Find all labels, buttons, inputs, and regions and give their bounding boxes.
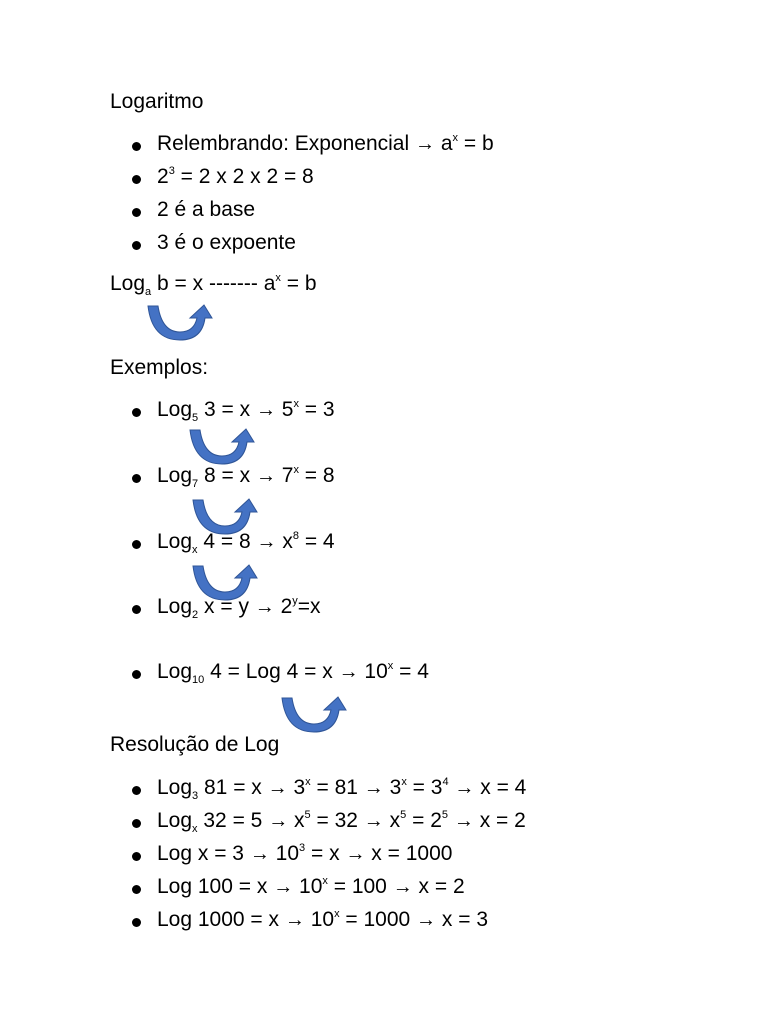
example-item: Log$_{10}$ 4 = Log $4 = x \to 10^x = 4$ bbox=[157, 660, 429, 687]
log-definition: Log$_a$ b = x ------- $a^x = b$ bbox=[110, 272, 317, 299]
right-arrow-icon: → bbox=[416, 909, 437, 931]
right-arrow-icon: → bbox=[267, 777, 288, 799]
example-item: Log$_7$ $8 = x \to 7^x = 8$ bbox=[157, 464, 335, 491]
right-arrow-icon: → bbox=[363, 810, 384, 832]
bullet-dot bbox=[132, 241, 141, 250]
right-arrow-icon: → bbox=[284, 909, 305, 931]
bullet-dot bbox=[132, 408, 141, 417]
resolution-item: Log $1000 = x \to 10^x = 1000 \to x = 3$ bbox=[157, 908, 488, 931]
bullet-dot bbox=[132, 885, 141, 894]
bullet-dot bbox=[132, 540, 141, 549]
curved-arrow-icon bbox=[146, 302, 214, 342]
right-arrow-icon: → bbox=[256, 531, 277, 553]
curved-arrow-icon bbox=[188, 426, 256, 466]
resolution-item: Log $x = 3 \to 10^3 = x \to x = 1000$ bbox=[157, 842, 453, 865]
right-arrow-icon: → bbox=[415, 133, 435, 155]
bullet-dot bbox=[132, 175, 141, 184]
right-arrow-icon: → bbox=[453, 810, 474, 832]
resolution-item: Log$_3$ $81 = x \to 3^x = 81 \to 3^x = 3^4 \to x = 4$ bbox=[157, 776, 527, 803]
curved-arrow-icon bbox=[280, 694, 348, 734]
right-arrow-icon: → bbox=[268, 810, 289, 832]
bullet-dot bbox=[132, 918, 141, 927]
intro-item: 3 é o expoente bbox=[157, 231, 296, 254]
bullet-dot bbox=[132, 474, 141, 483]
right-arrow-icon: → bbox=[454, 777, 475, 799]
bullet-dot bbox=[132, 605, 141, 614]
example-item: Log$_x$ $4 = 8 \to x^8 = 4$ bbox=[157, 530, 335, 557]
bullet-dot bbox=[132, 786, 141, 795]
right-arrow-icon: → bbox=[338, 661, 359, 683]
right-arrow-icon: → bbox=[392, 876, 413, 898]
bullet-dot bbox=[132, 142, 141, 151]
right-arrow-icon: → bbox=[249, 843, 270, 865]
intro-item: Relembrando: Exponencial → $a^x = b$ bbox=[157, 132, 494, 155]
right-arrow-icon: → bbox=[254, 596, 275, 618]
bullet-dot bbox=[132, 852, 141, 861]
example-item: Log$_5$ $3 = x \to 5^x = 3$ bbox=[157, 398, 335, 425]
right-arrow-icon: → bbox=[255, 465, 276, 487]
bullet-dot bbox=[132, 670, 141, 679]
example-item: Log$_2$ $x = y \to 2^y=x$ bbox=[157, 595, 321, 622]
page-title: Logaritmo bbox=[110, 90, 204, 113]
intro-item: 2 é a base bbox=[157, 198, 256, 221]
resolution-item: Log $100 = x \to 10^x = 100 \to x = 2$ bbox=[157, 875, 465, 898]
right-arrow-icon: → bbox=[273, 876, 294, 898]
right-arrow-icon: → bbox=[255, 399, 276, 421]
examples-heading: Exemplos: bbox=[110, 356, 209, 379]
intro-item: $2^3 = 2$ x 2 x 2 = 8 bbox=[157, 165, 314, 188]
resolution-heading: Resolução de Log bbox=[110, 733, 280, 756]
right-arrow-icon: → bbox=[345, 843, 366, 865]
bullet-dot bbox=[132, 208, 141, 217]
right-arrow-icon: → bbox=[363, 777, 384, 799]
bullet-dot bbox=[132, 819, 141, 828]
resolution-item: Log$_x$ $32 = 5 \to x^5 = 32 \to x^5 = 2^5 \to x = 2$ bbox=[157, 809, 526, 836]
